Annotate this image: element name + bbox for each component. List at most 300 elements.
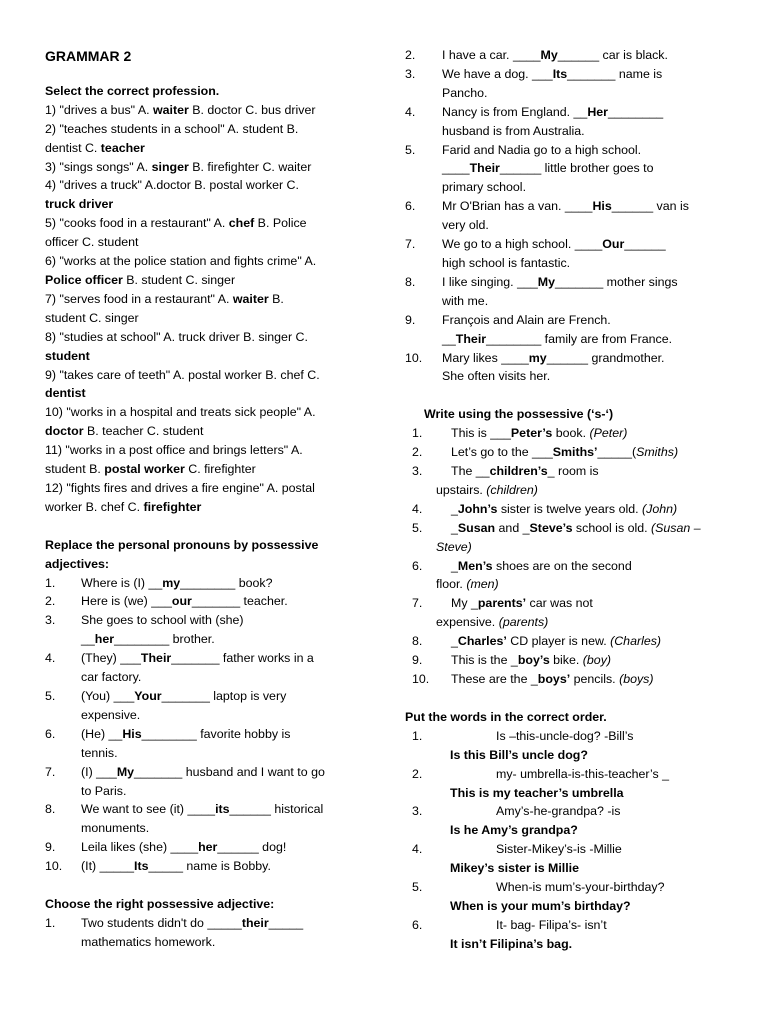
adjective-item-line xyxy=(442,141,730,160)
order-item xyxy=(405,916,730,954)
pronoun-item-text: ________ brother. xyxy=(114,632,215,647)
possessive-item xyxy=(405,632,730,651)
worksheet-title: GRAMMAR 2 xyxy=(45,48,132,64)
pronoun-item xyxy=(45,725,365,763)
adjective-item-text: Farid and Nadia go to a high school. xyxy=(442,142,642,157)
pronoun-item-line xyxy=(81,611,365,630)
adjective-item-line xyxy=(442,159,730,178)
pronoun-item xyxy=(45,611,365,649)
pronoun-item-answer: My xyxy=(116,764,135,779)
adjective-item-line xyxy=(442,273,730,292)
adjective-item-text: ______ little brother goes to xyxy=(499,161,654,176)
possessive-text: car was not xyxy=(526,596,593,611)
pronoun-item xyxy=(45,649,365,687)
adjective-item-text: Mr O'Brian has a van. ____ xyxy=(442,199,593,214)
adjective-item xyxy=(405,103,730,141)
pronoun-item-line xyxy=(81,800,365,819)
profession-text: 9) "takes care of teeth" A. postal worker B. chef C. xyxy=(45,367,320,382)
profession-text: B. doctor C. bus driver xyxy=(188,102,316,117)
profession-line xyxy=(45,403,365,422)
adjective-item-line xyxy=(442,367,730,386)
pronoun-item-text: ________ favorite hobby is xyxy=(141,726,291,741)
possessive-text: sister is twelve years old. xyxy=(497,501,642,516)
possessive-text: bike. xyxy=(549,653,583,668)
ordered-answer: It isn’t Filipina’s bag. xyxy=(450,936,573,951)
scrambled-words: It- bag- Filipa’s- isn’t xyxy=(496,917,607,932)
pronoun-item-line xyxy=(81,819,365,838)
profession-text: student C. singer xyxy=(45,310,139,325)
ordered-answer: When is your mum’s birthday? xyxy=(450,898,631,913)
item-number: 1. xyxy=(412,728,423,743)
profession-answer: waiter xyxy=(152,102,189,117)
item-number: 2. xyxy=(412,445,423,460)
pronoun-item-line xyxy=(81,574,365,593)
possessive-text: _____( xyxy=(597,445,637,460)
item-number: 2. xyxy=(412,766,423,781)
adjective-item-line xyxy=(442,178,730,197)
profession-text: 11) "works in a post office and brings letters" A. xyxy=(45,443,303,458)
profession-line xyxy=(45,252,365,271)
possessive-answer: Peter’s xyxy=(510,426,553,441)
adjective-item-text: with me. xyxy=(442,293,489,308)
possessive-text: shoes are on the second xyxy=(492,558,632,573)
profession-answer: doctor xyxy=(45,424,84,439)
pronoun-item-text: (I) ___ xyxy=(81,764,117,779)
adjective-item xyxy=(405,235,730,273)
item-number: 6. xyxy=(405,199,416,214)
pronoun-item-line xyxy=(81,857,365,876)
possessive-item xyxy=(405,519,730,557)
adjective-item-line xyxy=(81,933,365,952)
item-number: 6. xyxy=(412,917,423,932)
adjective-item-line xyxy=(442,122,730,141)
adjective-item-text: husband is from Australia. xyxy=(442,123,585,138)
pronoun-item-line xyxy=(81,725,365,744)
pronoun-item-line xyxy=(81,706,365,725)
pronoun-item-text: tennis. xyxy=(81,745,118,760)
adjective-item-text: Mary likes ____ xyxy=(442,350,529,365)
pronoun-item-text: ________ book? xyxy=(180,575,273,590)
section-heading: Replace the personal pronouns by possessive xyxy=(45,537,319,552)
adjective-item-text: _____ xyxy=(268,915,304,930)
adjective-item-text: We go to a high school. ____ xyxy=(442,237,603,252)
item-number: 10. xyxy=(45,859,63,874)
ordered-answer: Is this Bill’s uncle dog? xyxy=(450,747,588,762)
possessive-line xyxy=(436,670,730,689)
adjective-item-line xyxy=(442,65,730,84)
pronoun-item-answer: her xyxy=(198,840,218,855)
profession-line xyxy=(45,328,365,347)
adjective-item-line xyxy=(81,914,365,933)
order-item xyxy=(405,840,730,878)
adjective-item-line xyxy=(442,235,730,254)
pronoun-item-text: _______ laptop is very xyxy=(161,689,287,703)
possessive-text: and _ xyxy=(495,520,530,535)
possessive-item xyxy=(405,670,730,689)
pronoun-item-text: monuments. xyxy=(81,821,150,836)
adjective-item-text: Pancho. xyxy=(442,85,488,100)
possessive-hint: (parents) xyxy=(498,615,549,630)
item-number: 3. xyxy=(412,464,423,479)
pronoun-item-text: She goes to school with (she) xyxy=(81,613,244,628)
adjective-item-text: I have a car. ____ xyxy=(442,48,541,62)
profession-line xyxy=(45,422,365,441)
possessive-text: Let’s go to the ___ xyxy=(451,445,553,460)
section-heading: Select the correct profession. xyxy=(45,83,220,98)
item-number: 7. xyxy=(412,596,423,611)
adjective-item-line xyxy=(442,103,730,122)
item-number: 4. xyxy=(412,501,423,516)
profession-line xyxy=(45,101,365,120)
possessive-answer: boys’ xyxy=(537,672,571,686)
pronoun-item xyxy=(45,687,365,725)
possessive-line xyxy=(436,481,730,500)
pronoun-item-text: (They) ___ xyxy=(81,651,141,666)
possessive-text: _ room is xyxy=(547,464,599,479)
adjective-item-line xyxy=(442,330,730,349)
adjective-item-text: Two students didn't do _____ xyxy=(81,915,242,930)
ordered-answer: Is he Amy’s grandpa? xyxy=(450,823,578,838)
scrambled-words: Sister-Mikey’s-is -Millie xyxy=(496,842,622,857)
possessive-hint: (men) xyxy=(466,577,499,592)
pronoun-item-line xyxy=(81,763,365,782)
pronoun-item xyxy=(45,857,365,876)
profession-line xyxy=(45,176,365,195)
pronoun-item-line xyxy=(81,744,365,763)
order-item xyxy=(405,802,730,840)
spacer xyxy=(405,689,730,708)
adjective-item-text: ________ family are from France. xyxy=(486,331,673,346)
profession-line xyxy=(45,195,365,214)
pronoun-item-answer: Their xyxy=(140,651,172,666)
item-number: 1. xyxy=(45,915,56,930)
pronoun-item-text: car factory. xyxy=(81,670,142,685)
pronoun-item-text: to Paris. xyxy=(81,783,127,798)
profession-text: 8) "studies at school" A. truck driver B. singer C. xyxy=(45,329,308,344)
profession-text: 5) "cooks food in a restaurant" A. xyxy=(45,216,229,231)
adjective-item-answer: Their xyxy=(469,161,500,176)
possessive-line xyxy=(436,557,730,576)
profession-text: 3) "sings songs" A. xyxy=(45,159,152,174)
possessive-text: pencils. xyxy=(570,672,620,686)
possessive-hint: (Susan – xyxy=(651,520,701,535)
possessive-text: book. xyxy=(552,426,590,441)
pronoun-item xyxy=(45,592,365,611)
item-number: 4. xyxy=(405,104,416,119)
adjective-item-text: __ xyxy=(442,331,456,346)
possessive-item xyxy=(405,594,730,632)
possessive-text: upstairs. xyxy=(436,482,487,497)
item-number: 7. xyxy=(405,237,416,252)
spacer xyxy=(405,386,730,405)
possessive-hint: (Charles) xyxy=(610,634,662,649)
profession-text: 6) "works at the police station and fights crime" A. xyxy=(45,254,317,269)
adjective-item-text: Nancy is from England. __ xyxy=(442,104,588,119)
adjective-item-text: François and Alain are French. xyxy=(442,312,611,327)
adjective-item-text: _______ name is xyxy=(567,66,663,81)
pronoun-item-line xyxy=(81,687,365,706)
adjective-item xyxy=(405,141,730,198)
item-number: 9. xyxy=(405,312,416,327)
profession-answer: student xyxy=(45,348,90,363)
possessive-text: These are the _ xyxy=(451,672,538,686)
possessive-text: expensive. xyxy=(436,615,499,630)
profession-text: B. firefighter C. waiter xyxy=(188,159,312,174)
pronoun-item-text: ______ historical xyxy=(229,802,324,817)
possessive-answer: Susan xyxy=(457,520,496,535)
adjective-item-text: ______ grandmother. xyxy=(546,350,665,365)
possessive-hint: (boy) xyxy=(582,653,612,668)
profession-answer: singer xyxy=(151,159,189,174)
possessive-text: This is the _ xyxy=(451,653,518,668)
profession-line xyxy=(45,479,365,498)
profession-text: B. student C. singer xyxy=(122,272,236,287)
item-number: 5. xyxy=(45,689,56,703)
pronoun-item-answer: my xyxy=(162,575,181,590)
order-item xyxy=(405,765,730,803)
possessive-hint: (children) xyxy=(486,482,538,497)
adjective-item-answer: Their xyxy=(455,331,487,346)
pronoun-item-answer: its xyxy=(215,802,230,817)
possessive-text: floor. xyxy=(436,577,467,592)
profession-line xyxy=(45,290,365,309)
possessive-hint: (John) xyxy=(642,501,678,516)
pronoun-item-answer: our xyxy=(171,594,192,609)
item-number: 10. xyxy=(412,672,430,686)
pronoun-item-text: Leila likes (she) ____ xyxy=(81,840,199,855)
possessive-item xyxy=(405,424,730,443)
pronoun-item-text: _____ name is Bobby. xyxy=(148,859,271,874)
possessive-answer: Steve’s xyxy=(529,520,573,535)
adjective-item-text: mathematics homework. xyxy=(81,934,216,949)
pronoun-item xyxy=(45,800,365,838)
item-number: 4. xyxy=(45,651,56,666)
possessive-answer: Charles’ xyxy=(457,634,507,649)
adjective-item-line xyxy=(442,292,730,311)
section-heading: Write using the possessive (‘s-‘) xyxy=(424,407,614,422)
possessive-text: _ xyxy=(451,520,458,535)
profession-line xyxy=(45,214,365,233)
adjective-item-line xyxy=(442,84,730,103)
adjective-item xyxy=(405,349,730,387)
adjective-item-text: primary school. xyxy=(442,180,527,195)
possessive-answer: parents’ xyxy=(477,596,527,611)
scrambled-words: my- umbrella-is-this-teacher’s _ xyxy=(496,766,670,781)
item-number: 7. xyxy=(45,764,56,779)
pronoun-item-text: _______ father works in a xyxy=(171,651,314,666)
possessive-answer: Men’s xyxy=(457,558,493,573)
possessive-hint: Steve) xyxy=(436,539,472,554)
item-number: 8. xyxy=(45,802,56,817)
possessive-text: This is ___ xyxy=(451,426,511,441)
adjective-item-text: ______ van is xyxy=(611,199,689,214)
section-heading: Put the words in the correct order. xyxy=(405,709,607,724)
pronoun-item-text: expensive. xyxy=(81,707,141,722)
profession-text: 1) "drives a bus" A. xyxy=(45,102,153,117)
possessive-line xyxy=(436,462,730,481)
item-number: 9. xyxy=(412,653,423,668)
possessive-line xyxy=(436,594,730,613)
possessive-line xyxy=(436,613,730,632)
profession-text: dentist C. xyxy=(45,140,101,155)
pronoun-item-text: (It) _____ xyxy=(81,859,135,874)
left-column xyxy=(45,47,365,952)
pronoun-item xyxy=(45,574,365,593)
profession-text: student B. xyxy=(45,462,105,477)
ordered-answer: This is my teacher’s umbrella xyxy=(450,785,624,800)
profession-text: 2) "teaches students in a school" A. student B. xyxy=(45,121,299,136)
possessive-text: _ xyxy=(451,558,458,573)
item-number: 1. xyxy=(45,575,56,590)
adjective-item xyxy=(405,46,730,65)
adjective-item-text: We have a dog. ___ xyxy=(442,66,553,81)
profession-line xyxy=(45,347,365,366)
pronoun-item-answer: Its xyxy=(134,859,149,874)
possessive-item xyxy=(405,500,730,519)
profession-text: B. teacher C. student xyxy=(83,424,204,439)
adjective-item-text: ________ xyxy=(608,104,664,119)
adjective-item-answer: their xyxy=(241,915,269,930)
pronoun-item-text: _______ husband and I want to go xyxy=(134,764,325,779)
pronoun-item xyxy=(45,838,365,857)
item-number: 2. xyxy=(405,48,416,62)
adjective-item xyxy=(45,914,365,952)
adjective-item-answer: My xyxy=(540,48,558,62)
adjective-item-text: ______ xyxy=(624,237,666,252)
pronoun-item-line xyxy=(81,668,365,687)
profession-line xyxy=(45,366,365,385)
possessive-line xyxy=(436,424,730,443)
possessive-text: CD player is new. xyxy=(506,634,611,649)
profession-line xyxy=(45,460,365,479)
item-number: 8. xyxy=(412,634,423,649)
adjective-item-text: ____ xyxy=(442,161,470,176)
profession-text: officer C. student xyxy=(45,235,139,250)
profession-text: worker B. chef C. xyxy=(45,499,144,514)
pronoun-item-text: Where is (I) __ xyxy=(81,575,163,590)
profession-line xyxy=(45,441,365,460)
profession-answer: postal worker xyxy=(104,462,185,477)
possessive-line xyxy=(436,632,730,651)
possessive-item xyxy=(405,651,730,670)
possessive-line xyxy=(436,538,730,557)
possessive-answer: children’s xyxy=(489,464,548,479)
possessive-answer: Smiths’ xyxy=(552,445,598,460)
profession-text: 7) "serves food in a restaurant" A. xyxy=(45,291,233,306)
profession-answer: Police officer xyxy=(45,272,123,287)
scrambled-words: Is –this-uncle-dog? -Bill’s xyxy=(496,728,634,743)
adjective-item xyxy=(405,197,730,235)
profession-text: 12) "fights fires and drives a fire engine" A. postal xyxy=(45,480,315,495)
item-number: 5. xyxy=(405,142,416,157)
possessive-answer: boy’s xyxy=(517,653,550,668)
profession-answer: firefighter xyxy=(143,499,202,514)
item-number: 10. xyxy=(405,350,423,365)
possessive-text: The __ xyxy=(451,464,490,479)
section-heading: adjectives: xyxy=(45,556,110,571)
item-number: 1. xyxy=(412,426,423,441)
possessive-item xyxy=(405,462,730,500)
pronoun-item-answer: her xyxy=(94,632,115,647)
item-number: 5. xyxy=(412,520,423,535)
adjective-item xyxy=(405,65,730,103)
profession-text: C. firefighter xyxy=(184,462,256,477)
possessive-text: My _ xyxy=(451,596,478,611)
profession-answer: chef xyxy=(228,216,255,231)
possessive-line xyxy=(436,500,730,519)
pronoun-item-line xyxy=(81,838,365,857)
possessive-line xyxy=(436,443,730,462)
possessive-text: _ xyxy=(451,501,458,516)
order-item xyxy=(405,878,730,916)
possessive-item xyxy=(405,557,730,595)
item-number: 2. xyxy=(45,594,56,609)
possessive-text: school is old. xyxy=(572,520,651,535)
profession-text: 4) "drives a truck" A.doctor B. postal worker C. xyxy=(45,178,299,193)
item-number: 9. xyxy=(45,840,56,855)
spacer xyxy=(45,517,365,536)
adjective-item-text: high school is fantastic. xyxy=(442,255,571,270)
adjective-item-text: _______ mother sings xyxy=(554,274,678,289)
profession-answer: teacher xyxy=(100,140,145,155)
section-heading: Choose the right possessive adjective: xyxy=(45,897,275,912)
pronoun-item-text: (You) ___ xyxy=(81,689,135,703)
adjective-item-answer: His xyxy=(592,199,612,214)
possessive-hint: (Peter) xyxy=(589,426,628,441)
pronoun-item-line xyxy=(81,592,365,611)
adjective-item-line xyxy=(442,197,730,216)
profession-line xyxy=(45,139,365,158)
pronoun-item-text: Here is (we) ___ xyxy=(81,594,172,609)
possessive-hint: (boys) xyxy=(619,672,654,686)
adjective-item xyxy=(405,273,730,311)
item-number: 3. xyxy=(405,66,416,81)
item-number: 6. xyxy=(412,558,423,573)
adjective-item-line xyxy=(442,311,730,330)
adjective-item-line xyxy=(442,216,730,235)
adjective-item xyxy=(405,311,730,349)
adjective-item-line xyxy=(442,349,730,368)
profession-answer: waiter xyxy=(232,291,269,306)
pronoun-item-text: (He) __ xyxy=(81,726,123,741)
pronoun-item-line xyxy=(81,649,365,668)
pronoun-item-line xyxy=(81,782,365,801)
profession-line xyxy=(45,271,365,290)
profession-answer: dentist xyxy=(45,386,86,401)
pronoun-item-text: ______ dog! xyxy=(217,840,287,855)
profession-line xyxy=(45,309,365,328)
possessive-item xyxy=(405,443,730,462)
adjective-item-answer: Our xyxy=(602,237,625,252)
item-number: 3. xyxy=(45,613,56,628)
adjective-item-line xyxy=(442,46,730,65)
scrambled-words: When-is mum’s-your-birthday? xyxy=(496,880,665,895)
order-item xyxy=(405,727,730,765)
pronoun-item-answer: Your xyxy=(134,689,162,703)
possessive-line xyxy=(436,575,730,594)
adjective-item-text: She often visits her. xyxy=(442,369,551,384)
profession-line xyxy=(45,498,365,517)
item-number: 3. xyxy=(412,804,423,819)
possessive-hint: Smiths) xyxy=(636,445,679,460)
ordered-answer: Mikey’s sister is Millie xyxy=(450,861,580,876)
adjective-item-text: I like singing. ___ xyxy=(442,274,538,289)
right-column xyxy=(405,46,730,954)
pronoun-item-text: __ xyxy=(81,632,95,647)
adjective-item-text: very old. xyxy=(442,218,489,233)
profession-line xyxy=(45,384,365,403)
adjective-item-answer: My xyxy=(537,274,555,289)
